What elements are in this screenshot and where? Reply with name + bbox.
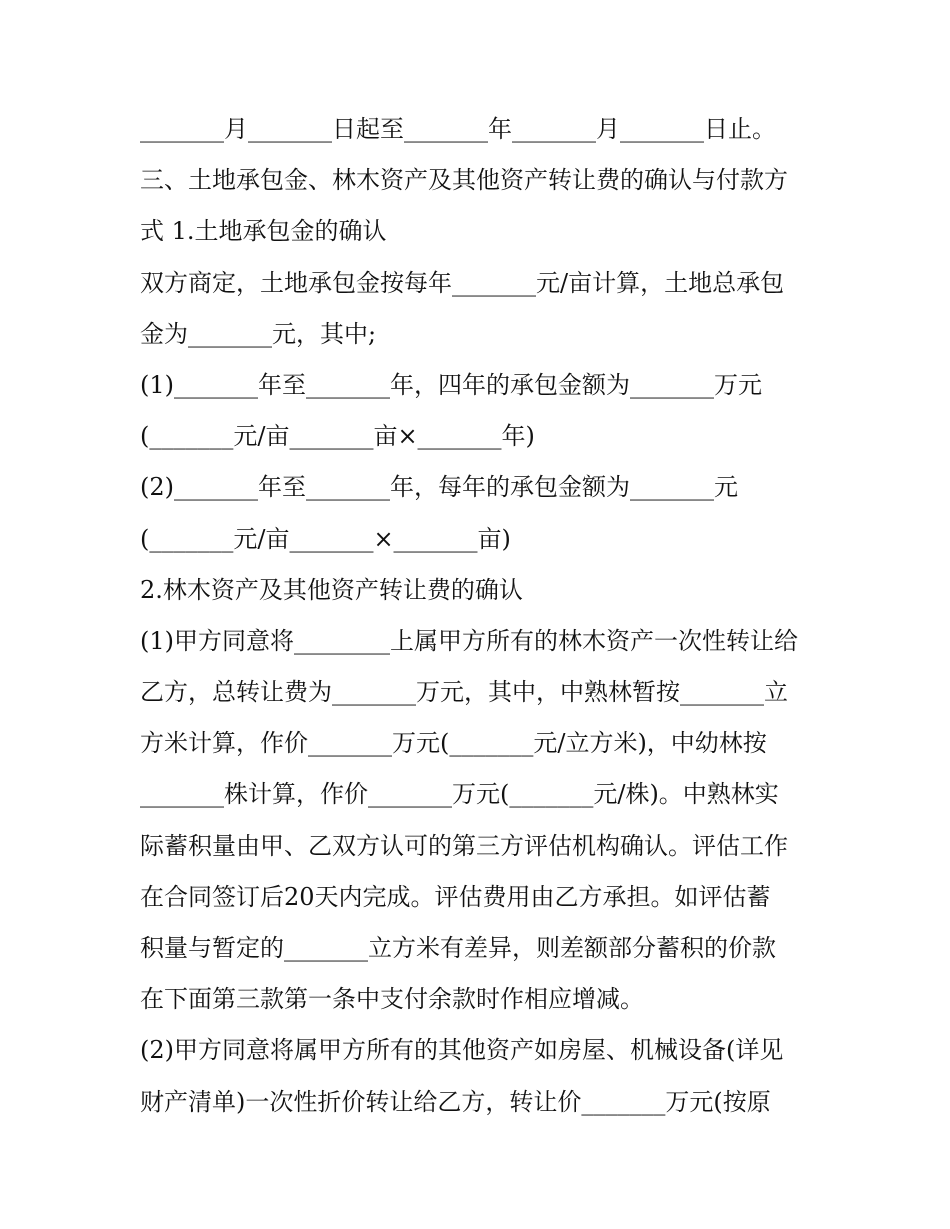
text-line-1: _______月_______日起至_______年_______月_______日止。: [140, 115, 776, 143]
text-line-6: (1)_______年至_______年，四年的承包金额为_______万元: [140, 370, 762, 399]
text-line-19: (2)甲方同意将属甲方所有的其他资产如房屋、机械设备(详见: [140, 1036, 784, 1065]
text-line-20: 财产清单)一次性折价转让给乙方，转让价_______万元(按原: [140, 1087, 771, 1116]
text-line-12: 乙方，总转让费为_______万元，其中，中熟林暂按_______立: [140, 678, 788, 707]
text-line-8: (2)_______年至_______年，每年的承包金额为_______元: [140, 473, 738, 502]
text-line-10: 2.林木资产及其他资产转让费的确认: [140, 575, 523, 604]
text-line-16: 在合同签订后20天内完成。评估费用由乙方承担。如评估蓄: [140, 882, 771, 911]
text-line-14: _______株计算，作价_______万元(_______元/株)。中熟林实: [140, 780, 779, 809]
text-line-13: 方米计算，作价_______万元(_______元/立方米)，中幼林按: [140, 729, 767, 758]
text-line-18: 在下面第三款第一条中支付余款时作相应增减。: [140, 985, 644, 1014]
text-line-5: 金为_______元，其中;: [140, 319, 377, 348]
text-line-2: 三、土地承包金、林木资产及其他资产转让费的确认与付款方: [140, 166, 788, 195]
document-body: [140, 104, 820, 1128]
text-line-11: (1)甲方同意将________上属甲方所有的林木资产一次性转让给: [140, 626, 798, 655]
text-line-9: (_______元/亩_______×_______亩): [140, 524, 511, 553]
text-line-3: 式 1.土地承包金的确认: [140, 217, 387, 246]
text-line-7: (_______元/亩_______亩×_______年): [140, 422, 535, 451]
text-line-15: 际蓄积量由甲、乙双方认可的第三方评估机构确认。评估工作: [140, 831, 788, 860]
text-line-4: 双方商定，土地承包金按每年_______元/亩计算，土地总承包: [140, 268, 785, 297]
text-line-17: 积量与暂定的_______立方米有差异，则差额部分蓄积的价款: [140, 934, 776, 962]
